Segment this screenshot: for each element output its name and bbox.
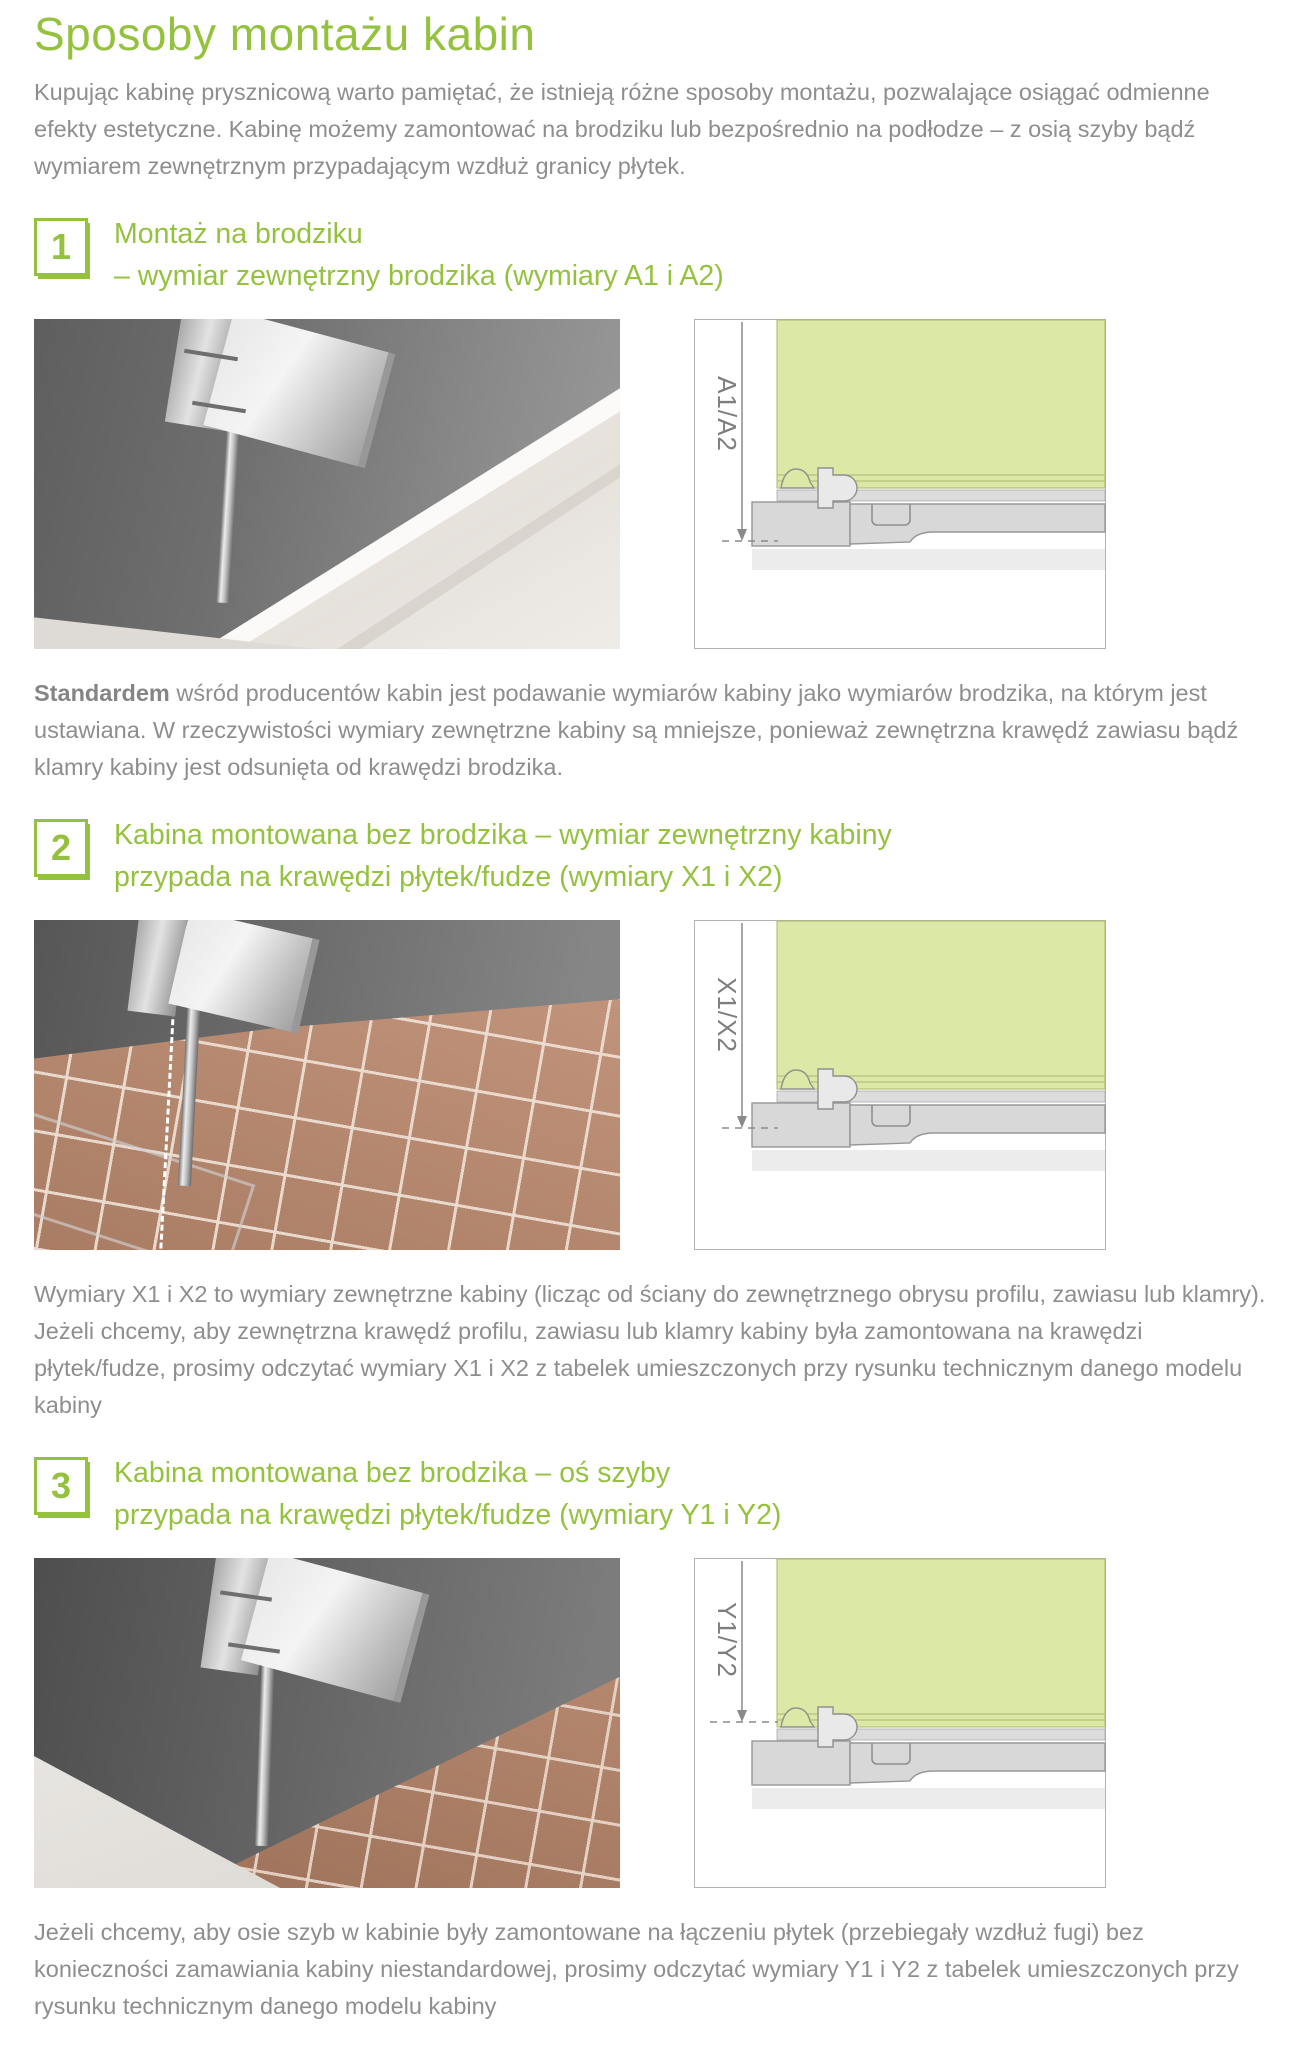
intro-paragraph: Kupując kabinę prysznicową warto pamiętać, że istnieją różne sposoby montażu, pozwalające osiągać odmienne efekty estetyczne. Kabinę możemy zamontować na brodziku lub bezpośrednio na podłodze – z osią szyby bądź wymiarem zewnętrznym przypadającym wzdłuż granicy płytek. [34, 79, 1210, 179]
heading-line: przypada na krawędzi płytek/fudze (wymiary X1 i X2) [114, 861, 783, 893]
dimension-label: X1/X2 [712, 977, 742, 1053]
section-3-paragraph [34, 1914, 1268, 2025]
glass-pane [777, 921, 1105, 1089]
section-number: 1 [50, 226, 72, 267]
section-3-media [34, 1558, 1268, 1888]
section-2-header [34, 814, 1268, 898]
section-1-header [34, 213, 1268, 297]
section-number: 3 [50, 1465, 72, 1506]
photo-hinge-tiles-tray-corner [34, 1558, 620, 1888]
paragraph-text: Jeżeli chcemy, aby osie szyb w kabinie były zamontowane na łączeniu płytek (przebiegały wzdłuż fugi) bez konieczności zamawiania kabiny niestandardowej, prosimy odczytać wymiary Y1 i Y2 z tabelek umieszczonych przy rysunku technicznym danego modelu kabiny [34, 1919, 1239, 2019]
photo-hinge-on-tiled-floor [34, 920, 620, 1250]
section-2-paragraph [34, 1276, 1268, 1424]
dimension-label: Y1/Y2 [712, 1602, 742, 1678]
installation-diagram-3 [694, 1558, 1106, 1888]
dimension-label: A1/A2 [712, 376, 742, 452]
section-2-media [34, 920, 1268, 1250]
glass-pane [777, 1559, 1105, 1727]
installation-diagram-2 [694, 920, 1106, 1250]
paragraph-lead: Standardem [34, 680, 170, 706]
section-1-media [34, 319, 1268, 649]
section-number: 2 [50, 827, 72, 868]
glass-pane [777, 320, 1105, 488]
section-1-paragraph [34, 675, 1268, 786]
heading-line: Kabina montowana bez brodzika – wymiar zewnętrzny kabiny [114, 819, 892, 851]
heading-line: przypada na krawędzi płytek/fudze (wymiary Y1 i Y2) [114, 1499, 782, 1531]
heading-line: Montaż na brodziku [114, 218, 363, 250]
installation-diagram-1 [694, 319, 1106, 649]
heading-line: – wymiar zewnętrzny brodzika (wymiary A1 i A2) [114, 260, 724, 292]
chrome-profile [216, 411, 241, 603]
heading-line: Kabina montowana bez brodzika – oś szyby [114, 1457, 671, 1489]
section-2-heading [114, 814, 892, 898]
section-1-heading [114, 213, 724, 297]
paragraph-text: Wymiary X1 i X2 to wymiary zewnętrzne kabiny (licząc od ściany do zewnętrznego obrysu profilu, zawiasu lub klamry). Jeżeli chcemy, aby zewnętrzna krawędź profilu, zawiasu lub klamry kabiny była zamontowana na krawędzi płytek/fudze, prosimy odczytać wymiary X1 i X2 z tabelek umieszczonych przy rysunku technicznym danego modelu kabiny [34, 1281, 1266, 1418]
page-title: Sposoby montażu kabin [34, 8, 536, 60]
section-3-number-badge [34, 1457, 88, 1515]
paragraph-text: wśród producentów kabin jest podawanie wymiarów kabiny jako wymiarów brodzika, na którym jest ustawiana. W rzeczywistości wymiary zewnętrzne kabiny są mniejsze, ponieważ zewnętrzna krawędź zawiasu bądź klamry kabiny jest odsunięta od krawędzi brodzika. [34, 680, 1239, 780]
section-mounting-on-tray [34, 213, 1268, 786]
section-2-number-badge [34, 819, 88, 877]
photo-hinge-on-shower-tray [34, 319, 620, 649]
section-3-header [34, 1452, 1268, 1536]
section-no-tray-glass-axis [34, 1452, 1268, 2025]
section-3-heading [114, 1452, 781, 1536]
section-no-tray-outer-dimension [34, 814, 1268, 1424]
section-1-number-badge [34, 218, 88, 276]
